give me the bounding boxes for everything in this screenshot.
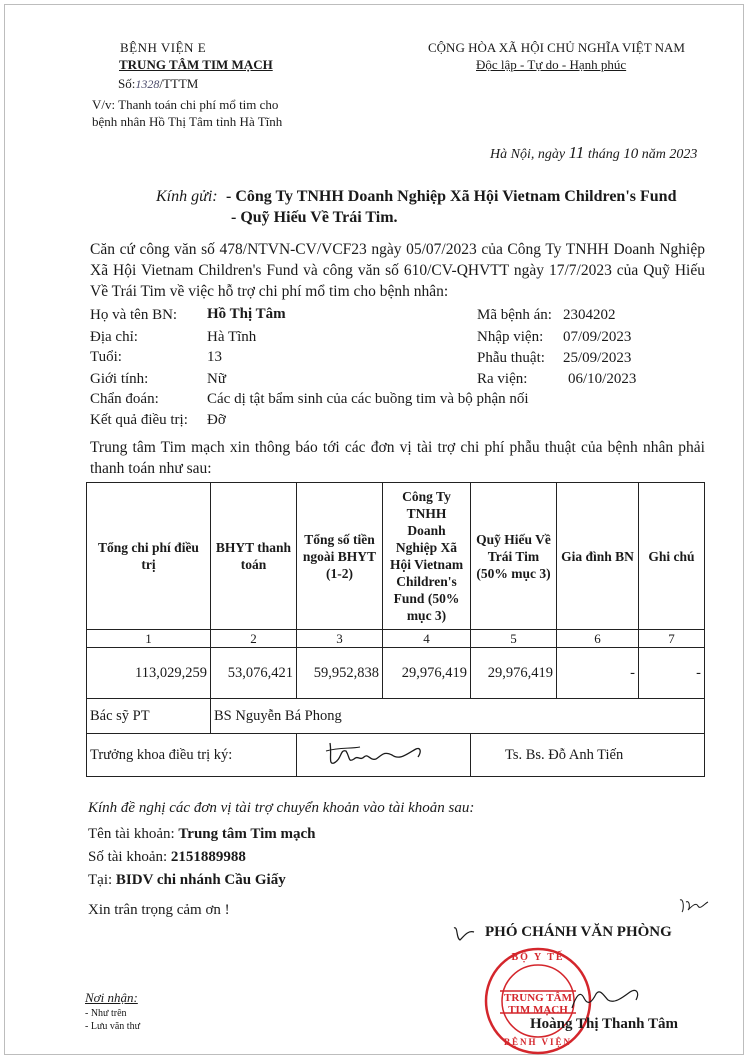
account-number-line (88, 849, 246, 866)
payment-notice: Trung tâm Tim mạch xin thông báo tới các đơn vị tài trợ chi phí phẫu thuật của bệnh nhân phải thanh toán như sau: (90, 439, 705, 477)
column-number: 1 (87, 630, 211, 648)
bank-line (88, 872, 286, 889)
column-number: 5 (471, 630, 557, 648)
column-number: 7 (639, 630, 705, 648)
patient-name-label: Họ và tên BN: (90, 307, 178, 323)
admit-date: 07/09/2023 (563, 329, 632, 345)
recipient-item: - Lưu văn thư (85, 1021, 140, 1032)
header-vcf: Công Ty TNHH Doanh Nghiệp Xã Hội Vietnam Children's Fund (50% mục 3) (383, 483, 471, 630)
subject-line-2: bệnh nhân Hồ Thị Tâm tỉnh Hà Tĩnh (92, 114, 283, 129)
addressee-label: Kính gửi: (156, 188, 218, 205)
bank-name: BIDV chi nhánh Cầu Giấy (115, 872, 286, 888)
column-number: 4 (383, 630, 471, 648)
patient-name: Hồ Thị Tâm (207, 306, 286, 322)
hospital-name: BỆNH VIỆN E (120, 40, 207, 55)
account-number: 2151889988 (170, 849, 246, 865)
discharge-label: Ra viện: (477, 371, 528, 387)
patient-age-label: Tuổi: (90, 349, 122, 365)
diagnosis-label: Chẩn đoán: (90, 391, 159, 407)
intro-paragraph: Căn cứ công văn số 478/NTVN-CV/VCF23 ngày 05/07/2023 của Công Ty TNHH Doanh Nghiệp Xã Hội Vietnam Children's Fund và công văn số 610/CV-QHVTT ngày 17/7/2023 của Quỹ Hiếu Về Trái Tim về việc hỗ trợ chi phí mổ tim cho bệnh nhân: (90, 241, 705, 300)
head-label: Trưởng khoa điều trị ký: (87, 734, 297, 777)
national-motto: Độc lập - Tự do - Hạnh phúc (476, 57, 627, 72)
surgery-label: Phẫu thuật: (477, 350, 545, 366)
transfer-request: Kính đề nghị các đơn vị tài trợ chuyển khoản vào tài khoản sau: (88, 800, 475, 816)
payment-table (86, 482, 705, 777)
head-signature-cell (297, 734, 471, 777)
subject-line-1: V/v: Thanh toán chi phí mổ tim cho (92, 97, 279, 112)
result-label: Kết quả điều trị: (90, 412, 188, 428)
patient-address-label: Địa chỉ: (90, 329, 138, 345)
header-insurance: BHYT thanh toán (211, 483, 297, 630)
reference-number: Số:1328/TTTM (118, 76, 199, 91)
surgery-date: 25/09/2023 (563, 350, 632, 366)
signer-name: Hoàng Thị Thanh Tâm (530, 1016, 678, 1032)
document-date: Hà Nội, ngày 11 tháng 10 năm 2023 (490, 143, 698, 162)
national-title: CỘNG HÒA XÃ HỘI CHỦ NGHĨA VIỆT NAM (428, 40, 685, 55)
value-insurance: 53,076,421 (211, 648, 297, 699)
doctor-label: Bác sỹ PT (87, 699, 211, 734)
addressee-line-2: - Quỹ Hiếu Về Trái Tim. (231, 209, 398, 226)
account-name-label: Tên tài khoản: (88, 826, 175, 842)
table-header-row (87, 483, 705, 630)
head-name: Ts. Bs. Đỗ Anh Tiến (471, 734, 705, 777)
value-family: - (557, 648, 639, 699)
value-notes: - (639, 648, 705, 699)
bank-label: Tại: (88, 872, 113, 888)
diagnosis: Các dị tật bẩm sinh của các buồng tim và bộ phận nối (207, 391, 529, 407)
thanks-text: Xin trân trọng cảm ơn ! (88, 902, 230, 918)
table-number-row (87, 630, 705, 648)
patient-age: 13 (207, 349, 222, 365)
signer-title: PHÓ CHÁNH VĂN PHÒNG (485, 924, 672, 940)
doctor-row (87, 699, 705, 734)
header-outside-insurance: Tổng số tiền ngoài BHYT (1-2) (297, 483, 383, 630)
column-number: 3 (297, 630, 383, 648)
value-vcf: 29,976,419 (383, 648, 471, 699)
value-heart-fund: 29,976,419 (471, 648, 557, 699)
center-name: TRUNG TÂM TIM MẠCH (119, 57, 273, 72)
patient-gender: Nữ (207, 371, 226, 387)
account-number-label: Số tài khoản: (88, 849, 168, 865)
patient-gender-label: Giới tính: (90, 371, 149, 387)
head-signature (320, 737, 440, 773)
account-name-line (88, 826, 316, 843)
record-number: 2304202 (563, 307, 616, 323)
header-notes: Ghi chú (639, 483, 705, 630)
handwritten-initial (676, 896, 716, 916)
value-outside-insurance: 59,952,838 (297, 648, 383, 699)
doctor-name: BS Nguyễn Bá Phong (211, 699, 705, 734)
discharge-date: 06/10/2023 (568, 371, 637, 387)
head-of-department-row (87, 734, 705, 777)
recipients-title: Nơi nhận: (85, 990, 138, 1005)
table-value-row (87, 648, 705, 699)
column-number: 6 (557, 630, 639, 648)
account-name: Trung tâm Tim mạch (178, 826, 316, 842)
patient-address: Hà Tĩnh (207, 329, 257, 345)
record-label: Mã bệnh án: (477, 307, 552, 323)
value-total-cost: 113,029,259 (87, 648, 211, 699)
signature-mark (450, 922, 480, 950)
handwritten-ref-number: 1328 (135, 77, 160, 91)
treatment-result: Đỡ (207, 412, 226, 428)
admit-label: Nhập viện: (477, 329, 544, 345)
header-heart-fund: Quỹ Hiếu Về Trái Tim (50% mục 3) (471, 483, 557, 630)
handwritten-month: 10 (623, 146, 639, 162)
seal-line-1: TRUNG TÂM (504, 992, 572, 1004)
addressee-line-1: - Công Ty TNHH Doanh Nghiệp Xã Hội Vietnam Children's Fund (226, 188, 677, 205)
handwritten-day: 11 (568, 143, 585, 162)
column-number: 2 (211, 630, 297, 648)
signer-signature (566, 978, 646, 1018)
header-total-cost: Tổng chi phí điều trị (87, 483, 211, 630)
seal-top-text: BỘ Y TẾ (511, 952, 565, 963)
seal-line-2: TIM MẠCH (508, 1004, 568, 1016)
seal-bottom-text: BỆNH VIỆN (503, 1037, 573, 1047)
header-family: Gia đình BN (557, 483, 639, 630)
recipient-item: - Như trên (85, 1008, 127, 1019)
